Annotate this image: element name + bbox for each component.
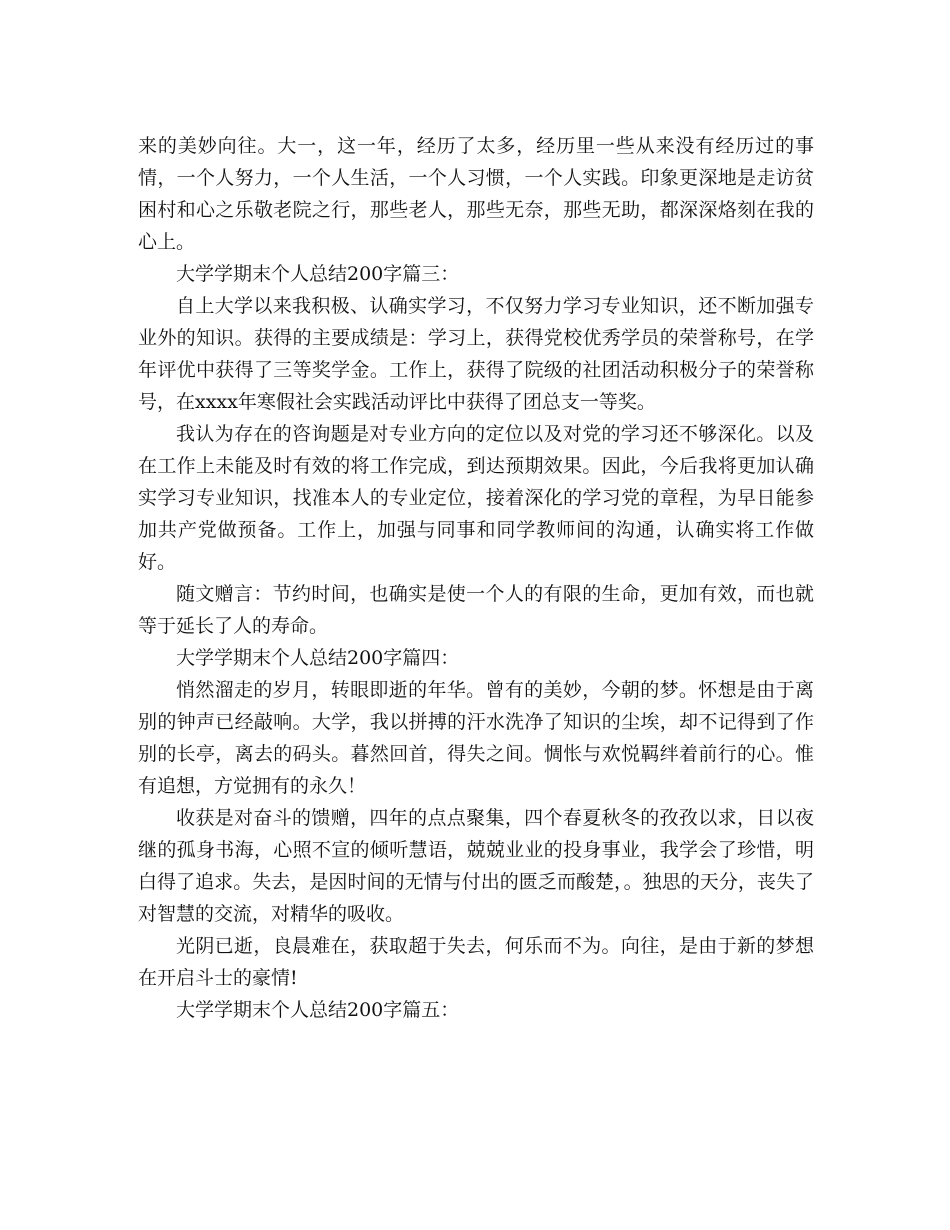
section-heading-part-3: 大学学期末个人总结200字篇三：: [176, 263, 460, 285]
paragraph-gains: 收获是对奋斗的馈赠，四年的点点聚集，四个春夏秋冬的孜孜以求，日以夜继的孤身书海，心照不宣的倾听慧语，兢兢业业的投身事业，我学会了珍惜，明白得了追求。失去，是因时间的无情与付出的匮乏而酸楚，。独思的天分，丧失了对智慧的交流，对精华的吸收。: [138, 807, 814, 925]
paragraph-continuation: 来的美妙向往。大一，这一年，经历了太多，经历里一些从来没有经历过的事情，一个人努力，一个人生活，一个人习惯，一个人实践。印象更深地是走访贫困村和心之乐敬老院之行，那些老人，那些无奈，那些无助，都深深烙刻在我的心上。: [138, 135, 814, 253]
paragraph-reflection: 悄然溜走的岁月，转眼即逝的年华。曾有的美妙，今朝的梦。怀想是由于离别的钟声已经敲响。大学，我以拼搏的汗水洗净了知识的尘埃，却不记得到了作别的长亭，离去的码头。暮然回首，得失之间。惆怅与欢悦羁绊着前行的心。惟有追想，方觉拥有的永久！: [138, 679, 814, 797]
section-heading-part-4: 大学学期末个人总结200字篇四：: [176, 647, 460, 669]
paragraph-closing-quote: 随文赠言：节约时间，也确实是使一个人的有限的生命，更加有效，而也就等于延长了人的寿命。: [138, 583, 814, 637]
paragraph-achievements: 自上大学以来我积极、认确实学习，不仅努力学习专业知识，还不断加强专业外的知识。获得的主要成绩是：学习上，获得党校优秀学员的荣誉称号，在学年评优中获得了三等奖学金。工作上，获得了院级的社团活动积极分子的荣誉称号，在xxxx年寒假社会实践活动评比中获得了团总支一等奖。: [138, 295, 814, 413]
paragraph-problems-and-plans: 我认为存在的咨询题是对专业方向的定位以及对党的学习还不够深化。以及在工作上未能及时有效的将工作完成，到达预期效果。因此，今后我将更加认确实学习专业知识，找准本人的专业定位，接着深化的学习党的章程，为早日能参加共产党做预备。工作上，加强与同事和同学教师间的沟通，认确实将工作做好。: [138, 423, 814, 573]
document-page: [138, 130, 814, 1026]
paragraph-outlook: 光阴已逝，良晨难在，获取超于失去，何乐而不为。向往，是由于新的梦想在开启斗士的豪情!: [138, 935, 814, 989]
section-heading-part-5: 大学学期末个人总结200字篇五：: [176, 999, 460, 1021]
